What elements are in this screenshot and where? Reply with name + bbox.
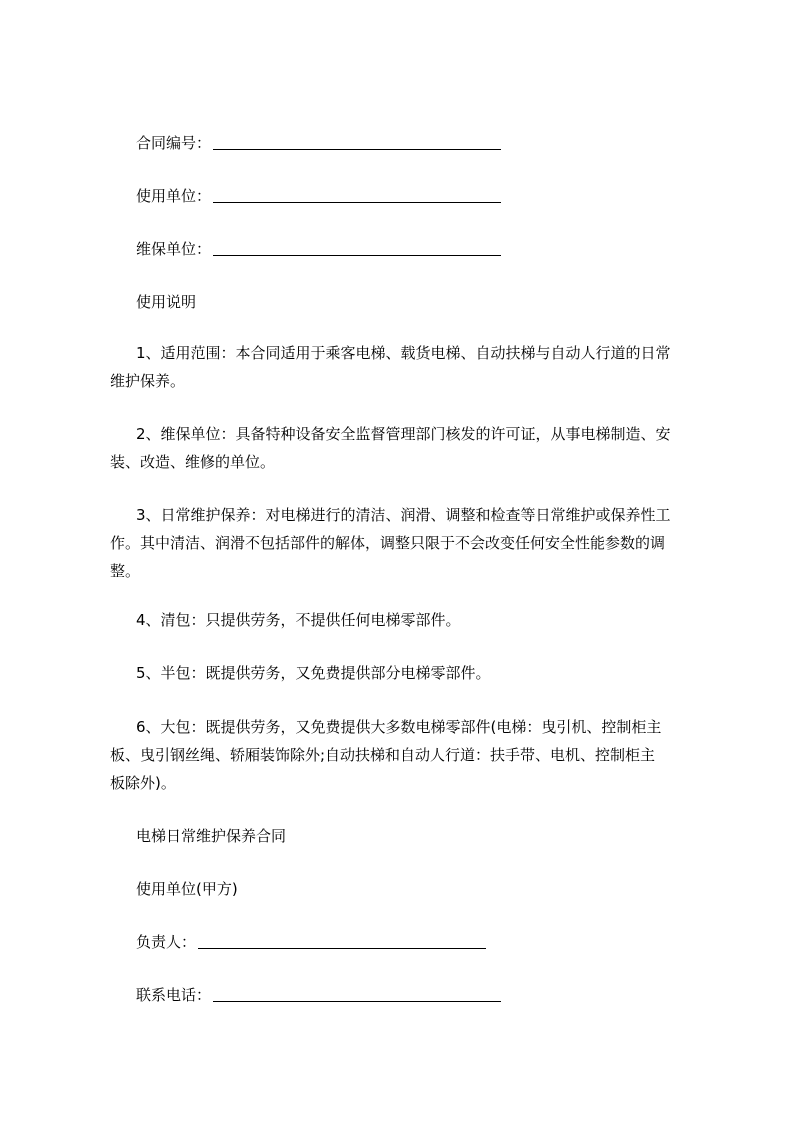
contract-title: 电梯日常维护保养合同 [136,827,287,845]
list-item [110,501,710,585]
contract-number-label: 合同编号： [136,134,212,152]
responsible-person-label: 负责人： [136,933,197,951]
list-item [110,659,710,687]
list-item [110,606,710,634]
item-line: 作。其中清洁、润滑不包括部件的解体，调整只限于不会改变任何安全性能参数的调 [110,534,666,552]
responsible-person-blank[interactable] [198,947,486,949]
item-line: 1、适用范围：本合同适用于乘客电梯、载货电梯、自动扶梯与自动人行道的日常 [136,344,671,362]
contact-phone-blank[interactable] [213,1000,501,1002]
contract-number-blank[interactable] [213,148,501,150]
maintenance-unit-field [136,238,501,259]
item-line: 装、改造、维修的单位。 [110,453,276,471]
item-line: 3、日常维护保养：对电梯进行的清洁、润滑、调整和检查等日常维护或保养性工 [136,506,671,524]
party-a-heading: 使用单位(甲方) [136,880,238,898]
contact-phone-field [136,984,501,1005]
responsible-person-field [136,931,486,952]
item-line: 维护保养。 [110,372,186,390]
item-line: 5、半包：既提供劳务，又免费提供部分电梯零部件。 [136,664,491,682]
list-item [110,339,710,395]
user-unit-blank[interactable] [213,201,501,203]
item-line: 4、清包：只提供劳务，不提供任何电梯零部件。 [136,611,461,629]
list-item [110,713,710,797]
contact-phone-label: 联系电话： [136,986,212,1004]
item-line: 整。 [110,562,141,580]
maintenance-unit-blank[interactable] [213,254,501,256]
user-unit-label: 使用单位： [136,187,212,205]
user-unit-field [136,185,501,206]
list-item [110,420,710,476]
maintenance-unit-label: 维保单位： [136,240,212,258]
item-line: 6、大包：既提供劳务，又免费提供大多数电梯零部件(电梯：曳引机、控制柜主 [136,718,662,736]
item-line: 板除外)。 [110,774,176,792]
section-title: 使用说明 [136,293,197,311]
item-line: 板、曳引钢丝绳、轿厢装饰除外;自动扶梯和自动人行道：扶手带、电机、控制柜主 [110,746,656,764]
item-line: 2、维保单位：具备特种设备安全监督管理部门核发的许可证，从事电梯制造、安 [136,425,671,443]
contract-number-field [136,132,501,153]
